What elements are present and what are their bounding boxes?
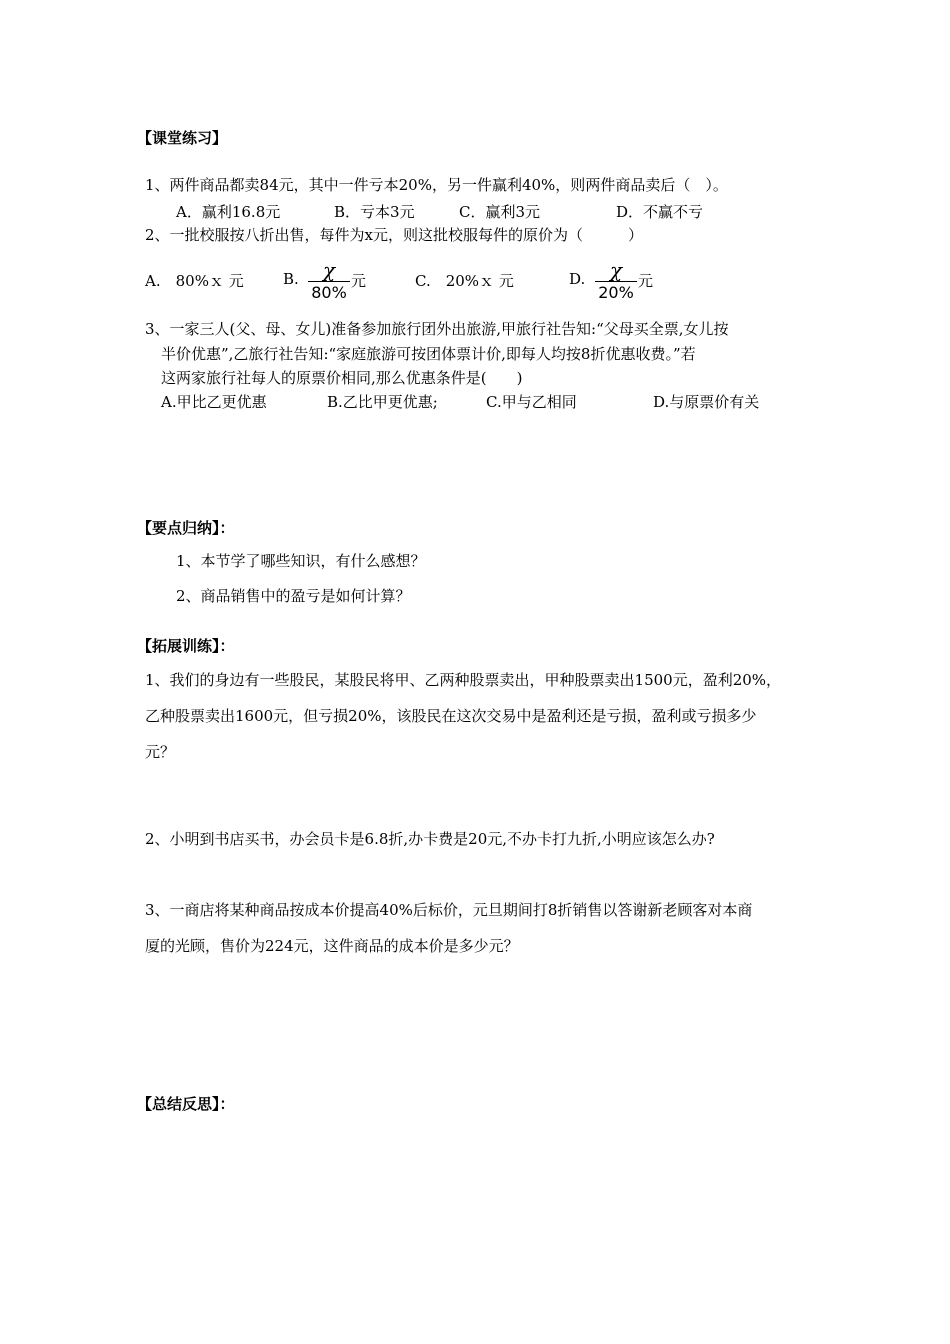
question-3-line-3: 这两家旅行社每人的原票价相同,那么优惠条件是( ) (161, 369, 523, 387)
question-3-option-c: C.甲与乙相同 (486, 393, 577, 411)
question-2-stem: 2、一批校服按八折出售，每件为x元，则这批校服每件的原价为（ ） (145, 226, 644, 244)
question-1-option-b: B．亏本3元 (334, 203, 415, 221)
fraction-d-numerator: χ (609, 258, 623, 282)
extension-problem-1-line-2: 乙种股票卖出1600元，但亏损20%，该股民在这次交易中是盈利还是亏损，盈利或亏损多少 (145, 707, 757, 725)
extension-problem-3-line-2: 厦的光顾，售价为224元，这件商品的成本价是多少元？ (145, 937, 519, 955)
question-1-stem: 1、两件商品都卖84元，其中一件亏本20%，另一件赢利40%，则两件商品卖后（ ）。 (145, 176, 728, 194)
question-3-option-b: B.乙比甲更优惠; (327, 393, 438, 411)
extension-problem-1-line-1: 1、我们的身边有一些股民，某股民将甲、乙两种股票卖出，甲种股票卖出1500元，盈利20%， (145, 671, 782, 689)
fraction-b-numerator: χ (322, 258, 336, 282)
question-2-option-b-unit: 元 (351, 272, 367, 290)
fraction-b-denominator: 80% (311, 283, 347, 302)
extension-problem-1-line-3: 元？ (145, 743, 176, 761)
question-2-option-c: C. 20%ｘ 元 (415, 272, 514, 290)
question-1-option-a: A．赢利16.8元 (176, 203, 281, 221)
section-title-extension: 【拓展训练】： (137, 637, 235, 655)
summary-item-1: 1、本节学了哪些知识，有什么感想？ (176, 552, 426, 570)
section-title-summary: 【要点归纳】： (137, 519, 235, 537)
question-2-option-d-label: D. (569, 270, 586, 288)
question-3-option-d: D.与原票价有关 (653, 393, 760, 411)
extension-problem-2: 2、小明到书店买书，办会员卡是6.8折,办卡费是20元,不办卡打九折,小明应该怎么办? (145, 830, 715, 848)
question-3-line-1: 3、一家三人(父、母、女儿)准备参加旅行团外出旅游,甲旅行社告知:“父母买全票,女儿按 (145, 320, 729, 338)
question-3-option-a: A.甲比乙更优惠 (161, 393, 267, 411)
question-1-option-c: C．赢利3元 (459, 203, 541, 221)
question-3-line-2: 半价优惠”,乙旅行社告知:“家庭旅游可按团体票计价,即每人均按8折优惠收费。”若 (161, 345, 696, 363)
fraction-d-denominator: 20% (598, 283, 634, 302)
section-title-reflection: 【总结反思】： (137, 1095, 235, 1113)
question-2-option-b-label: B. (283, 270, 299, 288)
question-1-option-d: D．不赢不亏 (616, 203, 704, 221)
question-2-option-d-unit: 元 (638, 272, 654, 290)
section-title-classroom: 【课堂练习】 (137, 129, 228, 147)
question-2-option-d-fraction (595, 259, 637, 304)
summary-item-2: 2、商品销售中的盈亏是如何计算？ (176, 587, 411, 605)
question-2-option-b-fraction (308, 259, 350, 304)
extension-problem-3-line-1: 3、一商店将某种商品按成本价提高40%后标价，元旦期间打8折销售以答谢新老顾客对本商 (145, 901, 753, 919)
question-2-option-a: A. 80%ｘ 元 (145, 272, 244, 290)
